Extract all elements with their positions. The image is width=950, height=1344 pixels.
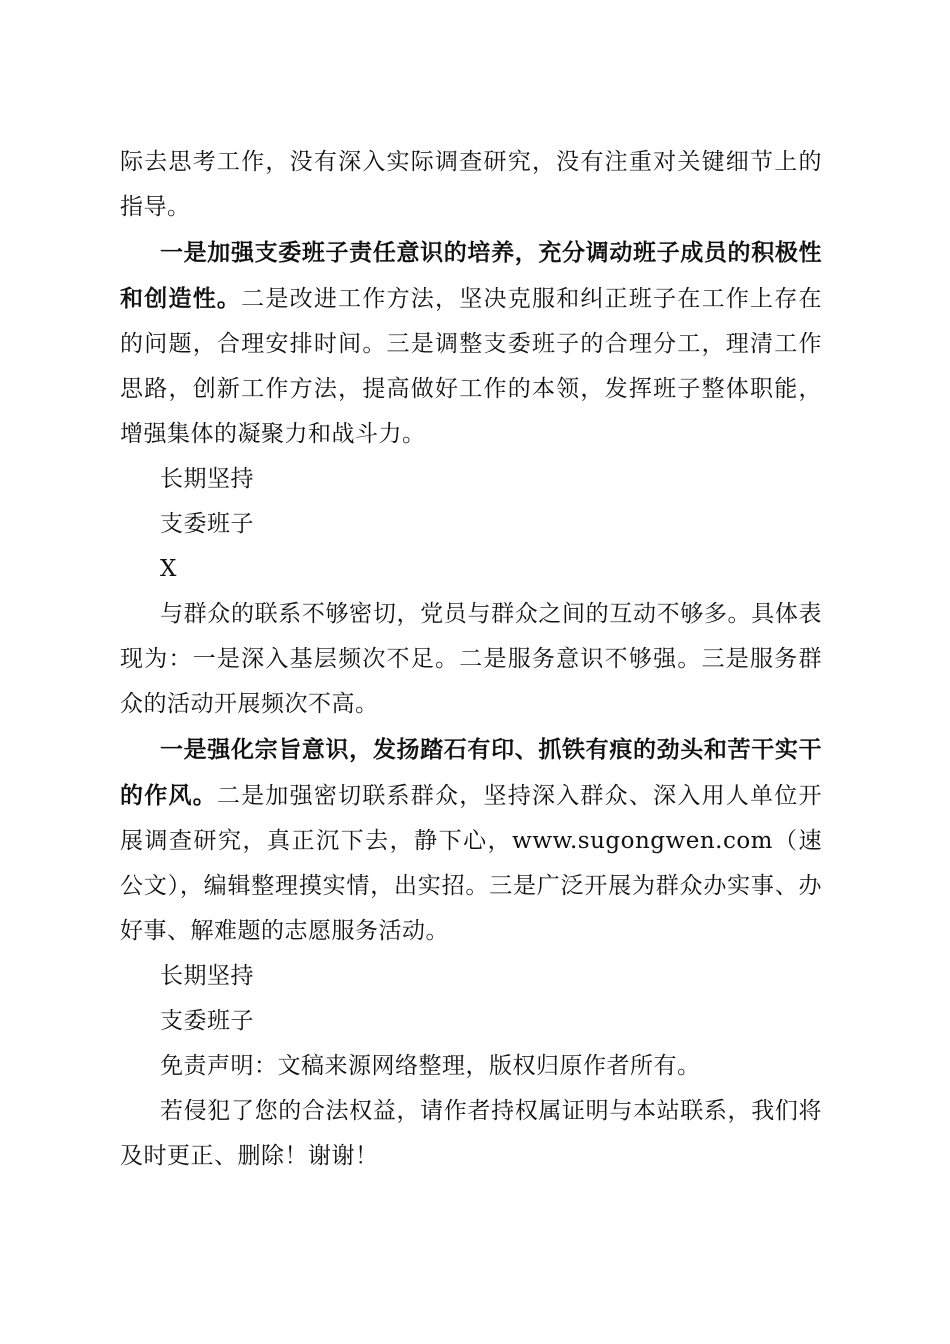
disclaimer-text: 免责声明：文稿来源网络整理，版权归原作者所有。 <box>160 1053 701 1079</box>
document-page <box>120 140 822 1179</box>
measure-lead-text: 一是加强支委班子责任意识的培养，充分调动班子成员的积极性和创造性。 <box>120 239 822 312</box>
measure-rest-text-2b: www.sugongwen.com（速公文），编辑整理摸实情，出实招。三是广泛开展为群众办实事、办好事、解难题的志愿服务活动。 <box>120 828 823 944</box>
paragraph-measures-2 <box>120 727 822 954</box>
paragraph-responsible-1: 支委班子 <box>160 511 254 537</box>
paragraph-marker: X <box>160 556 177 582</box>
measure-rest-text-2a: 二是加强密切联系群众，坚持深入群众、深入用人单位开展调查研究，真正沉下去，静下心， <box>120 783 823 854</box>
measure-lead-text-2: 一是强化宗旨意识，发扬踏石有印、抓铁有痕的劲头和苦干实干的作风。 <box>120 736 822 809</box>
contact-notice-text: 若侵犯了您的合法权益，请作者持权属证明与本站联系，我们将及时更正、删除！谢谢！ <box>120 1098 822 1169</box>
paragraph-timeline-2: 长期坚持 <box>160 963 254 989</box>
paragraph-measures-1 <box>120 230 822 457</box>
paragraph-responsible-2: 支委班子 <box>160 1008 254 1034</box>
measure-rest-text: 二是改进工作方法，坚决克服和纠正班子在工作上存在的问题，合理安排时间。三是调整支委班子的合理分工，理清工作思路，创新工作方法，提高做好工作的本领，发挥班子整体职能，增强集体的凝聚力和战斗力。 <box>120 286 823 447</box>
paragraph-timeline-1: 长期坚持 <box>160 466 254 492</box>
paragraph-continuation: 际去思考工作，没有深入实际调查研究，没有注重对关键细节上的指导。 <box>120 149 822 220</box>
paragraph-problem-2: 与群众的联系不够密切，党员与群众之间的互动不够多。具体表现为：一是深入基层频次不足。二是服务意识不够强。三是服务群众的活动开展频次不高。 <box>120 601 822 717</box>
